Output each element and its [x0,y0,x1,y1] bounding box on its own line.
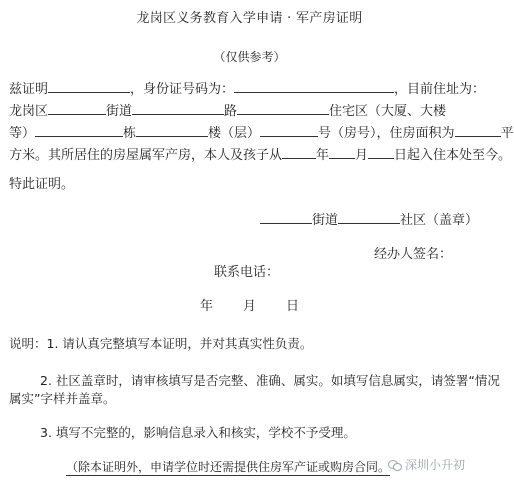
residence-label: 住宅区（大厦、大楼 [329,104,447,119]
day-blank[interactable] [368,145,394,159]
building-blank[interactable] [35,123,123,137]
certify-label: 兹证明 [9,82,49,97]
road-blank[interactable] [237,101,329,115]
month-label: 月 [355,148,369,163]
district-label: 龙岗区 [9,104,49,119]
date-year: 年 [200,299,214,314]
room-blank[interactable] [260,123,318,137]
wechat-icon [388,459,402,471]
note-1: 说明：1. 请认真完整填写本证明，并对其真实性负责。 [9,336,313,351]
document-subtitle: （仅供参考） [213,50,286,64]
stamp-street-blank[interactable] [260,210,312,224]
stamp-street-label: 街道 [312,213,339,228]
signer-label: 经办人签名： [374,247,453,262]
building-label: 栋 [123,126,137,141]
road-label: 路 [224,104,238,119]
address-label: ，目前住址为： [394,82,486,97]
room-area-label: 号（房号），住房面积为 [318,126,455,141]
floor-blank[interactable] [136,123,208,137]
special-certify: 特此证明。 [9,177,75,192]
military-property-text: 方米。其所居住的房屋属军产房，本人及孩子从 [9,148,283,163]
note-2a: 2. 社区盖章时，请审核填写是否完整、准确、属实。如填写信息属实，请签署“情况 [40,373,500,388]
note-2b: 属实”字样并盖章。 [9,391,116,406]
area-blank[interactable] [455,123,501,137]
contact-label: 联系电话： [214,265,280,280]
body-line-4 [9,145,512,165]
id-number-blank[interactable] [234,79,394,93]
watermark-text: 深圳小升初 [405,458,466,472]
district-blank[interactable] [48,101,106,115]
floor-label: 楼（层） [208,126,261,141]
day-label: 日起入住本处至今。 [394,148,512,163]
note-3: 3. 填写不完整的，影响信息录入和核实，学校不予受理。 [40,425,356,440]
street-label: 街道 [106,104,133,119]
stamp-community-blank[interactable] [338,210,400,224]
area-unit-label: 平 [500,126,514,141]
body-line-3 [9,123,514,143]
street-blank[interactable] [132,101,224,115]
date-line [200,298,490,316]
id-label: ，身份证号码为： [130,82,235,97]
tail-note [66,458,390,475]
body-line-2 [9,101,490,121]
month-blank[interactable] [329,145,355,159]
year-blank[interactable] [282,145,316,159]
year-label: 年 [316,148,330,163]
date-month: 月 [243,299,257,314]
tail-text: （除本证明外，申请学位时还需提供住房军产证或购房合同。 [66,460,391,474]
body-line-1 [9,79,490,99]
watermark [388,456,465,473]
document-title: 龙岗区义务教育入学申请 · 军产房证明 [136,11,363,26]
stamp-community-label: 社区（盖章） [400,213,479,228]
stamp-line [260,210,490,230]
name-blank[interactable] [48,79,130,93]
date-day: 日 [286,299,300,314]
etc-label: 等） [9,126,36,141]
